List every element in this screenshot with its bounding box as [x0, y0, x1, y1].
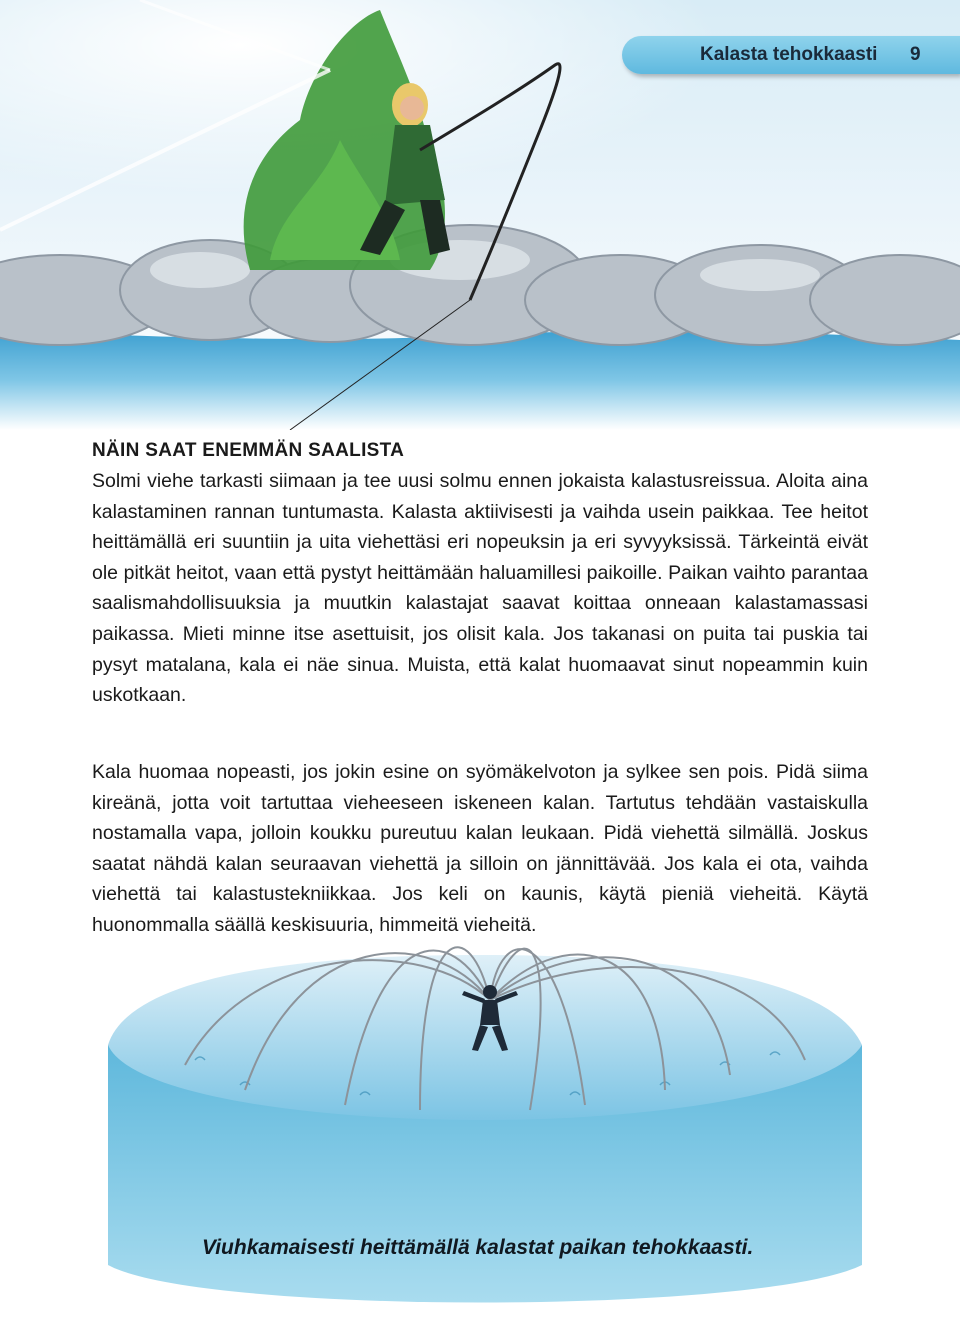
- header-title: Kalasta tehokkaasti: [700, 44, 878, 65]
- page-number: 9: [910, 44, 921, 65]
- paragraph-2: Kala huomaa nopeasti, jos jokin esine on syömäkelvoton ja sylkee sen pois. Pidä siima kireänä, jotta voit tartuttaa vieheeseen iskeneen kalan. Tartutus tehdään vastaiskulla nostamalla vapa, jolloin koukku pureutuu kalan leukaan. Pidä viehettä silmällä. Joskus saatat nähdä kalan seuraavan viehettä ja silloin on jännittävää. Jos kala ei ota, vaihda viehettä tai kalastustekniikkaa. Jos keli on kaunis, käytä pieniä vieheitä. Käytä huonommalla säällä keskisuuria, himmeitä vieheitä.: [92, 761, 868, 936]
- fan-casting-illustration: [0, 945, 960, 1339]
- figure-caption: Viuhkamaisesti heittämällä kalastat paikan tehokkaasti.: [202, 1236, 754, 1259]
- section-heading: NÄIN SAAT ENEMMÄN SAALISTA: [92, 440, 405, 461]
- paragraph-1: Solmi viehe tarkasti siimaan ja tee uusi solmu ennen jokaista kalastusreissua. Aloita aina kalastaminen rannan tuntumasta. Kalasta aktiivisesti ja vaihda usein paikkaa. Tee heitot heittämällä eri suuntiin ja uita viehettäsi eri nopeuksin ja eri syvyyksissä. Tärkeintä eivät ole pitkät heitot, vaan että pystyt heittämään haluamillesi paikoille. Paikan vaihto parantaa saalismahdollisuuksia ja muutkin kalastajat saavat koittaa onneaan kalastamassasi paikassa. Mieti minne itse asettuisit, jos olisit kala. Jos takanasi on puita tai puskia tai pysyt matalana, kala ei näe sinua. Muista, että kalat huomaavat sinut nopeammin kuin uskotkaan.: [92, 470, 868, 707]
